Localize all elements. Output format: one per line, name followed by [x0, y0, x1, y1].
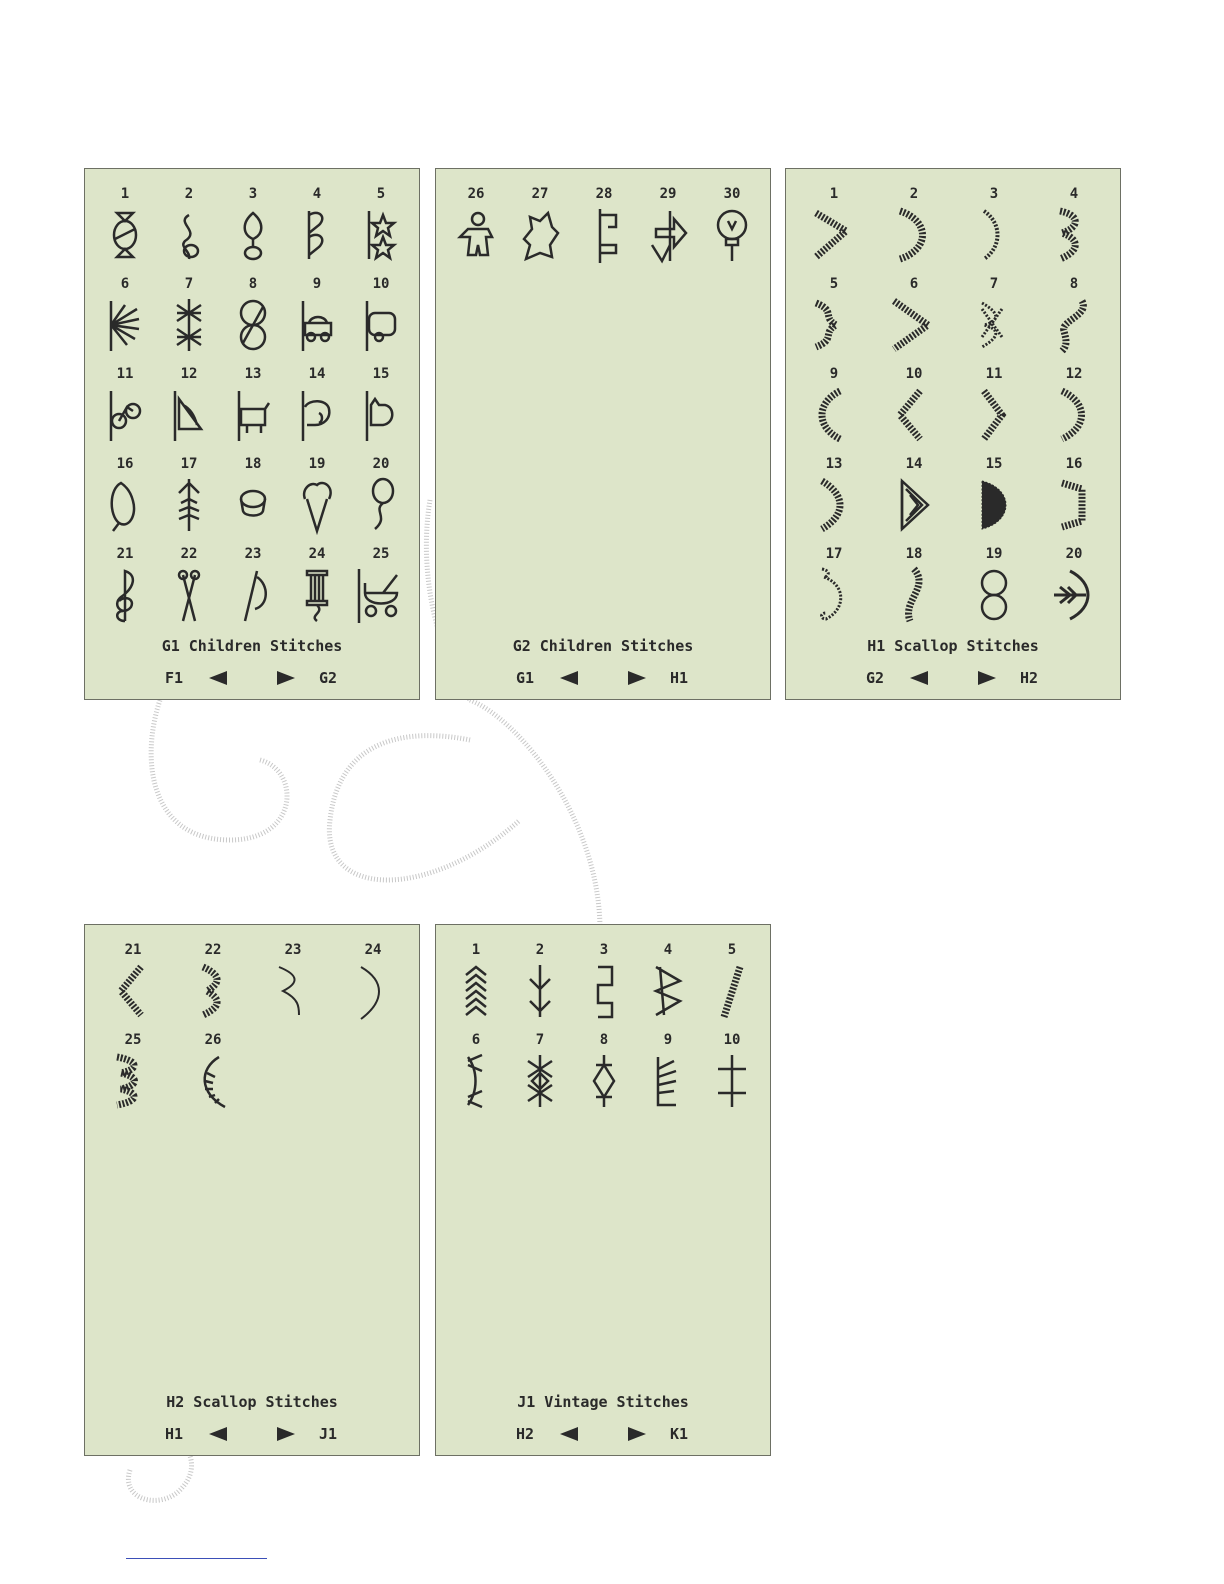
stitch-number: 28	[595, 186, 613, 202]
ice-cream-icon	[289, 475, 345, 535]
stitch-menu-panel-h2	[84, 924, 420, 1456]
chevron-stack-icon	[448, 961, 504, 1021]
stitch-number: 4	[663, 942, 673, 958]
stroller-icon	[353, 565, 409, 625]
stitch-h1-15[interactable]	[954, 455, 1034, 535]
stitch-number: 9	[829, 366, 839, 382]
stitch-h1-11[interactable]	[954, 365, 1034, 445]
sailboat-icon	[161, 385, 217, 445]
stitch-number: 18	[905, 546, 923, 562]
stitch-number: 8	[1069, 276, 1079, 292]
stitch-j1-5[interactable]	[700, 941, 764, 1021]
next-arrow-icon[interactable]	[277, 671, 295, 685]
caravan-icon	[353, 295, 409, 355]
stitch-number: 7	[184, 276, 194, 292]
prev-menu-label: G2	[866, 669, 885, 687]
stitch-j1-1[interactable]	[444, 941, 508, 1021]
teacup-icon	[225, 475, 281, 535]
stitch-number: 26	[204, 1032, 222, 1048]
stitch-g1-18[interactable]	[221, 455, 285, 535]
stitch-menu-panel-g2	[435, 168, 771, 700]
panel-title: G1 Children Stitches	[161, 637, 343, 655]
spool-icon	[289, 565, 345, 625]
angle-scallop-icon	[105, 961, 161, 1021]
stitch-menu-panel-j1	[435, 924, 771, 1456]
stitch-h2-24[interactable]	[333, 941, 413, 1021]
stitch-number: 4	[312, 186, 322, 202]
stitch-number: 4	[1069, 186, 1079, 202]
panel-title: G2 Children Stitches	[512, 637, 694, 655]
stitch-h1-5[interactable]	[794, 275, 874, 355]
stitch-menu-panel-g1	[84, 168, 420, 700]
stitch-number: 30	[723, 186, 741, 202]
arrow-down-stack-icon	[512, 961, 568, 1021]
stitch-number: 16	[1065, 456, 1083, 472]
stitch-number: 26	[467, 186, 485, 202]
stitch-number: 18	[244, 456, 262, 472]
stitch-number: 9	[312, 276, 322, 292]
panel-title: J1 Vintage Stitches	[517, 1393, 689, 1411]
chevron-scallop-icon	[806, 205, 862, 265]
elephant-icon	[289, 385, 345, 445]
stitch-h1-2[interactable]	[874, 185, 954, 265]
stitch-j1-2[interactable]	[508, 941, 572, 1021]
carrot-icon	[161, 205, 217, 265]
stitch-h1-3[interactable]	[954, 185, 1034, 265]
stitch-number: 1	[120, 186, 130, 202]
stitch-g2-30[interactable]	[700, 185, 764, 265]
stitch-number: 2	[909, 186, 919, 202]
stitch-g1-25[interactable]	[349, 545, 413, 625]
stitch-g2-27[interactable]	[508, 185, 572, 265]
comb-stitch-icon	[640, 1051, 696, 1111]
stitch-h1-12[interactable]	[1034, 365, 1114, 445]
multi-scallop-icon	[105, 1051, 161, 1111]
prev-arrow-icon[interactable]	[560, 671, 578, 685]
gingerbread-icon	[448, 205, 504, 265]
stitch-g2-29[interactable]	[636, 185, 700, 265]
stitch-number: 16	[116, 456, 134, 472]
stitch-number: 15	[985, 456, 1003, 472]
next-menu-label: K1	[670, 1425, 689, 1443]
stitch-number: 25	[372, 546, 390, 562]
thin-curve-icon	[265, 961, 321, 1021]
next-arrow-icon[interactable]	[628, 1427, 646, 1441]
stitch-number: 10	[723, 1032, 741, 1048]
stitch-h1-17[interactable]	[794, 545, 874, 625]
flag-icon	[576, 205, 632, 265]
stitch-g1-6[interactable]	[93, 275, 157, 355]
thin-crescent-icon	[966, 205, 1022, 265]
prev-arrow-icon[interactable]	[209, 671, 227, 685]
needle-thread-icon	[225, 565, 281, 625]
angle-left-icon	[886, 385, 942, 445]
figure-eight-icon	[966, 565, 1022, 625]
cat-icon	[353, 385, 409, 445]
bracket-scallop-icon	[1046, 475, 1102, 535]
treble-clef-icon	[97, 565, 153, 625]
stitch-g1-23[interactable]	[221, 545, 285, 625]
prev-arrow-icon[interactable]	[560, 1427, 578, 1441]
stitch-number: 7	[989, 276, 999, 292]
stitch-number: 19	[308, 456, 326, 472]
fishbone-icon	[161, 475, 217, 535]
car-icon	[289, 295, 345, 355]
stitch-j1-3[interactable]	[572, 941, 636, 1021]
stitch-h1-7[interactable]	[954, 275, 1034, 355]
stitch-number: 21	[124, 942, 142, 958]
stitch-number: 3	[599, 942, 609, 958]
crescent-scallop-icon	[886, 205, 942, 265]
s-curve-icon	[1046, 295, 1102, 355]
stitch-g1-7[interactable]	[157, 275, 221, 355]
zigzag-icon	[640, 961, 696, 1021]
stitch-g1-1[interactable]	[93, 185, 157, 265]
stitch-j1-8[interactable]	[572, 1031, 636, 1111]
stitch-h1-14[interactable]	[874, 455, 954, 535]
double-scallop-icon	[1046, 205, 1102, 265]
stitch-g2-26[interactable]	[444, 185, 508, 265]
lightbulb-icon	[704, 205, 760, 265]
stitch-number: 12	[180, 366, 198, 382]
stitch-h1-19[interactable]	[954, 545, 1034, 625]
stitch-number: 27	[531, 186, 549, 202]
stitch-h1-20[interactable]	[1034, 545, 1114, 625]
stitch-h1-16[interactable]	[1034, 455, 1114, 535]
stitch-g1-5[interactable]	[349, 185, 413, 265]
stitch-g1-24[interactable]	[285, 545, 349, 625]
stitch-g1-8[interactable]	[221, 275, 285, 355]
arc-right-icon	[806, 475, 862, 535]
stitch-number: 13	[244, 366, 262, 382]
serpentine-icon	[576, 961, 632, 1021]
stitch-number: 15	[372, 366, 390, 382]
stitch-g1-15[interactable]	[349, 365, 413, 445]
stitch-g1-13[interactable]	[221, 365, 285, 445]
x-arc-icon	[448, 1051, 504, 1111]
stitch-number: 19	[985, 546, 1003, 562]
stitch-h1-13[interactable]	[794, 455, 874, 535]
angle-right-icon	[966, 385, 1022, 445]
candy-icon	[97, 205, 153, 265]
stitch-number: 22	[180, 546, 198, 562]
stitch-number: 2	[184, 186, 194, 202]
stitch-number: 21	[116, 546, 134, 562]
sunburst-icon	[97, 295, 153, 355]
potted-plant-icon	[225, 205, 281, 265]
stitch-number: 14	[905, 456, 923, 472]
stitch-number: 3	[248, 186, 258, 202]
hearts-icon	[289, 205, 345, 265]
stitch-number: 20	[1065, 546, 1083, 562]
stitch-number: 25	[124, 1032, 142, 1048]
stitch-number: 14	[308, 366, 326, 382]
curve-right-icon	[1046, 385, 1102, 445]
stitch-menu-panel-h1	[785, 168, 1121, 700]
stitch-h1-8[interactable]	[1034, 275, 1114, 355]
stitch-h1-6[interactable]	[874, 275, 954, 355]
next-arrow-icon[interactable]	[978, 671, 996, 685]
stitch-h1-4[interactable]	[1034, 185, 1114, 265]
snowflakes-icon	[161, 295, 217, 355]
stitch-g1-20[interactable]	[349, 455, 413, 535]
stitch-j1-7[interactable]	[508, 1031, 572, 1111]
stitch-h2-23[interactable]	[253, 941, 333, 1021]
stitch-h1-18[interactable]	[874, 545, 954, 625]
stitch-h1-10[interactable]	[874, 365, 954, 445]
stitch-number: 24	[308, 546, 326, 562]
stitch-number: 22	[204, 942, 222, 958]
circle-chain-icon	[225, 295, 281, 355]
stitch-number: 23	[284, 942, 302, 958]
diamond-chain-icon	[576, 1051, 632, 1111]
stitch-j1-4[interactable]	[636, 941, 700, 1021]
panel-title: H1 Scallop Stitches	[867, 637, 1039, 655]
stitch-number: 17	[180, 456, 198, 472]
stitch-g1-16[interactable]	[93, 455, 157, 535]
hook-scallop-icon	[806, 565, 862, 625]
stitch-number: 23	[244, 546, 262, 562]
stitch-g1-11[interactable]	[93, 365, 157, 445]
prev-arrow-icon[interactable]	[910, 671, 928, 685]
mouse-icon	[97, 475, 153, 535]
stitch-g1-10[interactable]	[349, 275, 413, 355]
stitch-number: 3	[989, 186, 999, 202]
scissors-icon	[161, 565, 217, 625]
prev-menu-label: F1	[165, 669, 184, 687]
stitch-number: 13	[825, 456, 843, 472]
stitch-number: 5	[829, 276, 839, 292]
stitch-g1-19[interactable]	[285, 455, 349, 535]
reverse-angle-icon	[185, 961, 241, 1021]
stitch-number: 11	[985, 366, 1003, 382]
stitch-number: 29	[659, 186, 677, 202]
stitch-j1-9[interactable]	[636, 1031, 700, 1111]
map-outline-icon	[512, 205, 568, 265]
stitch-number: 20	[372, 456, 390, 472]
stitch-h2-26[interactable]	[173, 1031, 253, 1111]
cross-stitch-icon	[704, 1051, 760, 1111]
next-arrow-icon[interactable]	[628, 671, 646, 685]
stitch-h1-9[interactable]	[794, 365, 874, 445]
curve-left-icon	[806, 385, 862, 445]
wide-chevron-icon	[886, 295, 942, 355]
bicycle-icon	[97, 385, 153, 445]
balloon-icon	[353, 475, 409, 535]
stitch-number: 1	[471, 942, 481, 958]
next-menu-label: H1	[670, 669, 689, 687]
stitch-g1-17[interactable]	[157, 455, 221, 535]
stitch-number: 10	[372, 276, 390, 292]
cow-icon	[225, 385, 281, 445]
stitch-h1-1[interactable]	[794, 185, 874, 265]
stitch-g1-9[interactable]	[285, 275, 349, 355]
stitch-g2-28[interactable]	[572, 185, 636, 265]
arrow-letters-icon	[640, 205, 696, 265]
stitch-number: 12	[1065, 366, 1083, 382]
stitch-number: 1	[829, 186, 839, 202]
blanket-arc-icon	[185, 1051, 241, 1111]
panel-title: H2 Scallop Stitches	[166, 1393, 338, 1411]
stitch-j1-10[interactable]	[700, 1031, 764, 1111]
stitch-g1-21[interactable]	[93, 545, 157, 625]
prev-arrow-icon[interactable]	[209, 1427, 227, 1441]
stitch-g1-14[interactable]	[285, 365, 349, 445]
triangle-scallop-icon	[886, 475, 942, 535]
stitch-number: 6	[120, 276, 130, 292]
wave-stroke-icon	[886, 565, 942, 625]
stitch-g1-4[interactable]	[285, 185, 349, 265]
satin-diagonal-icon	[704, 961, 760, 1021]
stitch-number: 17	[825, 546, 843, 562]
stitch-number: 2	[535, 942, 545, 958]
stitch-h2-21[interactable]	[93, 941, 173, 1021]
footer-rule	[126, 1558, 267, 1559]
stitch-number: 10	[905, 366, 923, 382]
stitch-g1-2[interactable]	[157, 185, 221, 265]
next-arrow-icon[interactable]	[277, 1427, 295, 1441]
stitch-h2-25[interactable]	[93, 1031, 173, 1111]
stitch-g1-3[interactable]	[221, 185, 285, 265]
stitch-number: 6	[909, 276, 919, 292]
stitch-number: 5	[727, 942, 737, 958]
stitch-number: 5	[376, 186, 386, 202]
stitch-h2-22[interactable]	[173, 941, 253, 1021]
stitch-number: 8	[599, 1032, 609, 1048]
stitch-number: 6	[471, 1032, 481, 1048]
prev-menu-label: H1	[165, 1425, 184, 1443]
prev-menu-label: H2	[516, 1425, 535, 1443]
cross-scallop-icon	[966, 295, 1022, 355]
prev-menu-label: G1	[516, 669, 535, 687]
stitch-number: 9	[663, 1032, 673, 1048]
feather-scallop-icon	[1046, 565, 1102, 625]
stars-icon	[353, 205, 409, 265]
next-menu-label: G2	[319, 669, 338, 687]
stitch-g1-22[interactable]	[157, 545, 221, 625]
next-menu-label: H2	[1020, 669, 1039, 687]
stitch-number: 7	[535, 1032, 545, 1048]
stitch-number: 24	[364, 942, 382, 958]
next-menu-label: J1	[319, 1425, 338, 1443]
thin-arc-icon	[345, 961, 401, 1021]
stitch-number: 11	[116, 366, 134, 382]
star-diamond-icon	[512, 1051, 568, 1111]
stitch-number: 8	[248, 276, 258, 292]
half-moon-icon	[966, 475, 1022, 535]
stitch-g1-12[interactable]	[157, 365, 221, 445]
wave-scallop-icon	[806, 295, 862, 355]
stitch-j1-6[interactable]	[444, 1031, 508, 1111]
